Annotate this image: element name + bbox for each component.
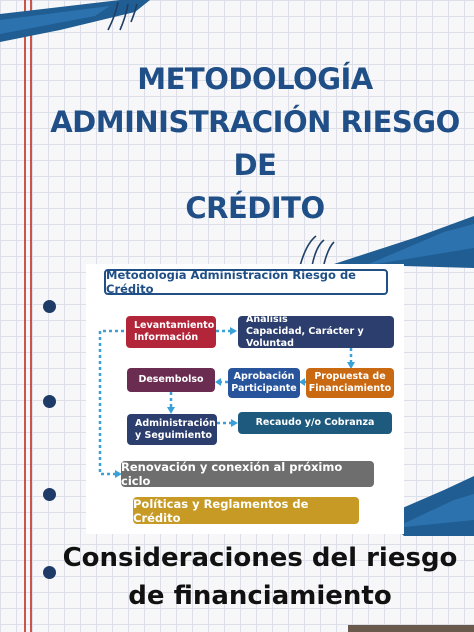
node-propuesta: Propuesta de Financiamiento bbox=[306, 368, 394, 398]
title-line: ADMINISTRACIÓN RIESGO DE bbox=[50, 105, 460, 182]
node-aprobacion: Aprobación Participante bbox=[228, 368, 300, 398]
node-desembolso: Desembolso bbox=[127, 368, 215, 392]
politicas-bar: Políticas y Reglamentos de Crédito bbox=[133, 497, 359, 524]
section-subtitle bbox=[46, 539, 474, 615]
renovacion-bar: Renovación y conexión al próximo ciclo bbox=[121, 461, 374, 487]
node-recaudo: Recaudo y/o Cobranza bbox=[238, 412, 392, 434]
title-line: CRÉDITO bbox=[185, 191, 325, 225]
node-analisis: Análisis Capacidad, Carácter y Voluntad bbox=[238, 316, 394, 348]
node-administracion: Administración y Seguimiento bbox=[127, 414, 217, 445]
subtitle-line: Consideraciones del riesgo bbox=[62, 543, 458, 573]
subtitle-line: de financiamiento bbox=[128, 581, 392, 611]
node-levantamiento: Levantamiento Información bbox=[126, 316, 216, 348]
diagram-header: Metodología Administración Riesgo de Crédito bbox=[104, 269, 388, 295]
photo-fragment bbox=[348, 625, 474, 632]
title-line: METODOLOGÍA bbox=[137, 62, 373, 96]
